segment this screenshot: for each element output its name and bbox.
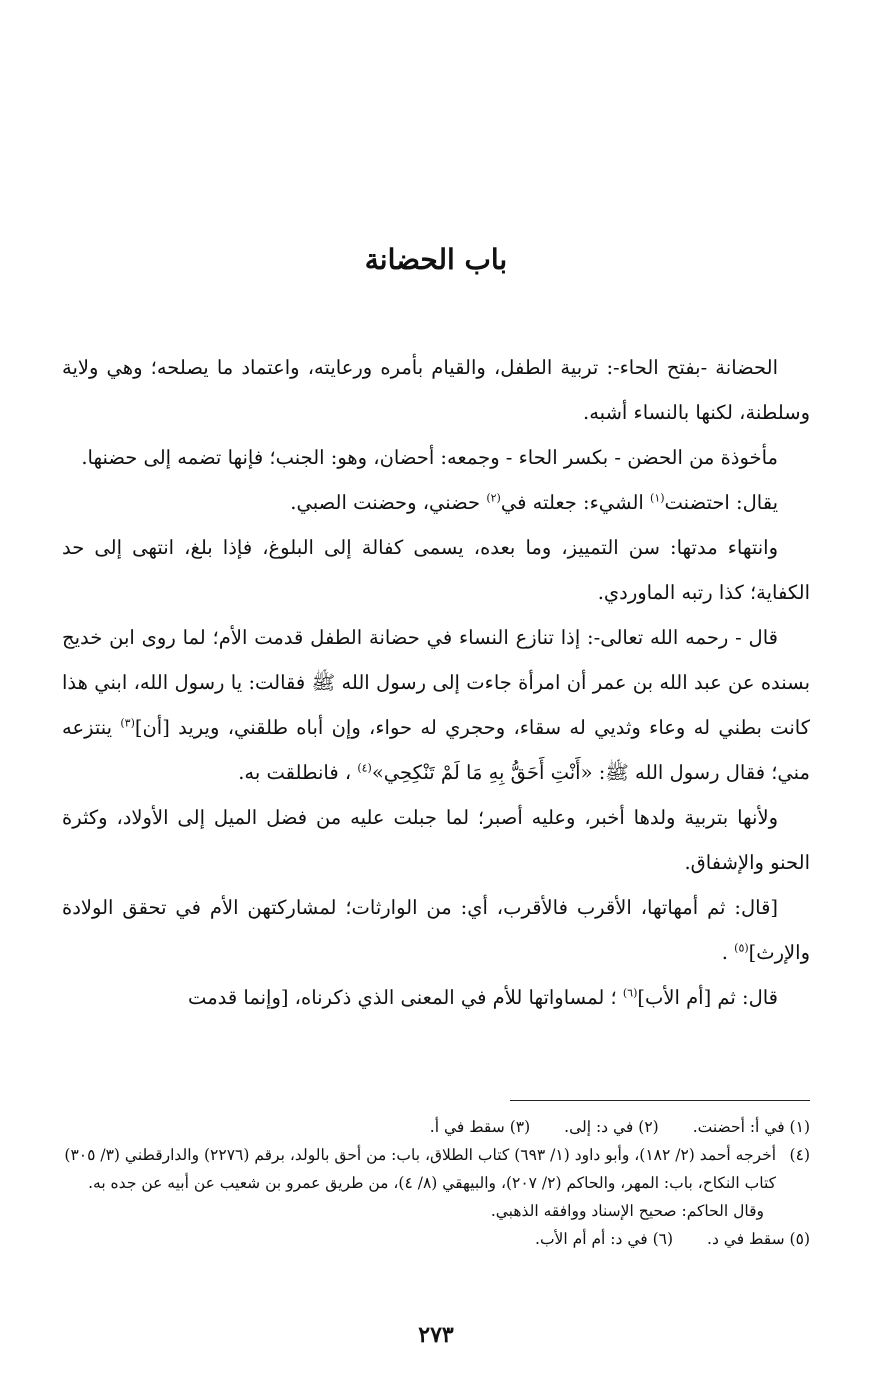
footnote-text: في د: أم أم الأب. (535, 1230, 648, 1248)
paragraph-text: الحضانة -بفتح الحاء-: تربية الطفل، والقيام بأمره ورعايته، واعتماد ما يصلحه؛ وهي ولاية وسلطنة، لكنها بالنساء أشبه. (62, 356, 810, 424)
paragraph (62, 480, 810, 525)
footnote-5 (707, 1225, 810, 1253)
footnote-number: (٦) (652, 1230, 674, 1248)
footnote-text: سقط في أ. (429, 1118, 505, 1136)
paragraph-text: الشيء: جعلته في (500, 491, 651, 514)
paragraph (62, 435, 810, 480)
chapter-heading: باب الحضانة (364, 243, 508, 276)
footnote-number: (١) (789, 1118, 810, 1136)
footnote-ref: (١) (650, 491, 665, 505)
footnote-separator (510, 1100, 810, 1101)
footnote-3 (430, 1113, 530, 1141)
paragraph-text: ولأنها بتربية ولدها أخبر، وعليه أصبر؛ لما جبلت عليه من فضل الميل إلى الأولاد، وكثرة الحنو والإشفاق. (62, 806, 810, 874)
paragraph-text: ، فانطلقت به. (238, 761, 358, 784)
paragraph-text: . (721, 941, 735, 964)
footnote-text: في أ: أحضنت. (692, 1118, 785, 1136)
footnote-2 (564, 1113, 659, 1141)
footnotes (62, 1113, 810, 1253)
body-text (62, 345, 810, 1020)
footnote-number: (٣) (509, 1118, 531, 1136)
footnote-number: (٤) (789, 1146, 810, 1164)
paragraph-text: ينتزعه مني؛ فقال رسول الله ﷺ: «أَنْتِ أَحَقُّ بِهِ مَا لَمْ تَنْكِحِي» (62, 716, 810, 784)
footnote-6 (535, 1225, 673, 1253)
footnote-row (62, 1225, 810, 1253)
paragraph-text: حضني، وحضنت الصبي. (290, 491, 487, 514)
footnote-number: (٢) (638, 1118, 659, 1136)
footnote-ref: (٣) (120, 716, 135, 730)
footnote-4-continuation: وقال الحاكم: صحيح الإسناد ووافقه الذهبي. (490, 1202, 764, 1220)
paragraph-text: يقال: احتضنت (664, 491, 778, 514)
footnote-row (62, 1113, 810, 1141)
paragraph (62, 345, 810, 435)
footnote-text: أخرجه أحمد (٢/ ١٨٢)، وأبو داود (١/ ٦٩٣) كتاب الطلاق، باب: من أحق بالولد، برقم (٢٢٧٦) والدارقطني (٣/ ٣٠٥) كتاب النكاح، باب: المهر، والحاكم (٢/ ٢٠٧)، والبيهقي (٨/ ٤)، من طريق عمرو بن شعيب عن أبيه عن جده به. (64, 1146, 776, 1192)
paragraph-text: مأخوذة من الحضن - بكسر الحاء - وجمعه: أحضان، وهو: الجنب؛ فإنها تضمه إلى حضنها. (81, 446, 778, 469)
paragraph-text: قال: ثم [أم الأب] (637, 986, 778, 1009)
footnote-1 (693, 1113, 810, 1141)
paragraph-text: قال - رحمه الله تعالى-: إذا تنازع النساء في حضانة الطفل قدمت الأم؛ لما روى ابن خديج بسنده عن عبد الله بن عمر أن امرأة جاءت إلى رسول الله ﷺ فقالت: يا رسول الله، ابني هذا كانت بطني له وعاء وثديي له سقاء، وحجري له حواء، وإن أباه طلقني، ويريد [أن] (62, 626, 810, 739)
footnote-ref: (٥) (734, 941, 749, 955)
footnote-text: سقط في د. (707, 1230, 785, 1248)
paragraph-text: [قال: ثم أمهاتها، الأقرب فالأقرب، أي: من الوارثات؛ لمشاركتهن الأم في تحقق الولادة والإرث] (62, 896, 810, 964)
paragraph-text: ؛ لمساواتها للأم في المعنى الذي ذكرناه، [وإنما قدمت (188, 986, 623, 1009)
paragraph (62, 885, 810, 975)
paragraph (62, 975, 810, 1020)
footnote-number: (٥) (789, 1230, 810, 1248)
paragraph (62, 525, 810, 615)
paragraph (62, 615, 810, 795)
footnote-ref: (٤) (357, 761, 372, 775)
book-page (62, 0, 810, 1377)
paragraph (62, 795, 810, 885)
footnote-ref: (٢) (486, 491, 501, 505)
page-number: ٢٧٣ (418, 1322, 454, 1348)
paragraph-text: وانتهاء مدتها: سن التمييز، وما بعده، يسمى كفالة إلى البلوغ، فإذا بلغ، انتهى إلى حد الكفاية؛ كذا رتبه الماوردي. (62, 536, 810, 604)
footnote-ref: (٦) (622, 986, 638, 1000)
footnote-4 (62, 1141, 810, 1197)
footnote-text: في د: إلى. (564, 1118, 634, 1136)
